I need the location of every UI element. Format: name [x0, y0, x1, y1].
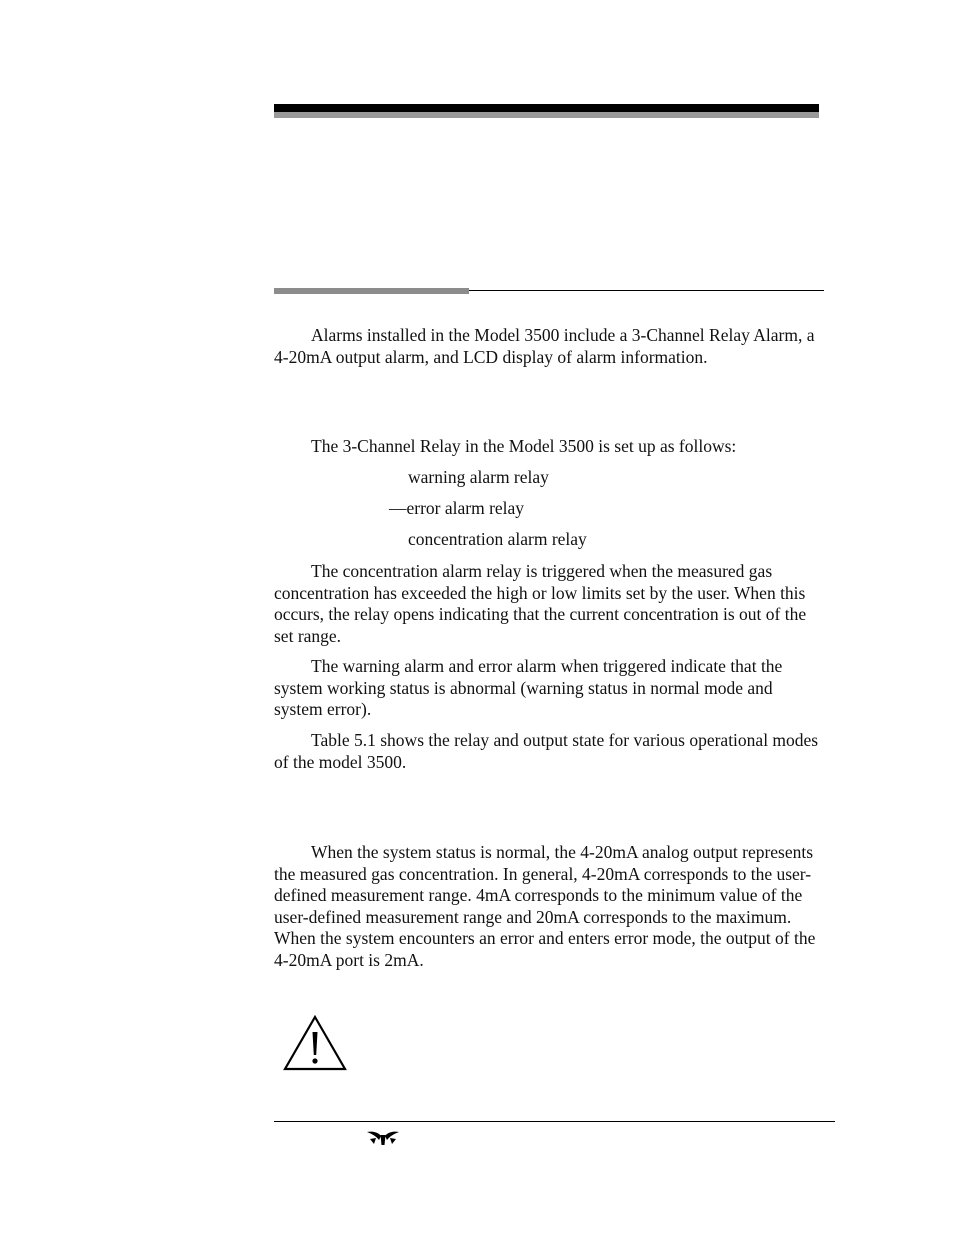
analog-output-paragraph: When the system status is normal, the 4-20mA analog output represents the measured gas concentration. In general, 4-20mA corresponds to the user-defined measurement range. 4mA corresponds to the minimum value of the user-defined measurement range and 20mA corresponds to the maximum. When the system encounters an error and enters error mode, the output of the 4-20mA port is 2mA.	[274, 842, 816, 970]
table-reference-paragraph: Table 5.1 shows the relay and output state for various operational modes of the model 3500.	[274, 730, 819, 772]
chapter-rule-gray	[274, 112, 819, 118]
relay-intro: The 3-Channel Relay in the Model 3500 is set up as follows:	[311, 436, 737, 456]
relay-item-concentration: concentration alarm relay	[408, 529, 587, 549]
section-rule-gray	[274, 288, 469, 294]
intro-paragraph: Alarms installed in the Model 3500 include a 3-Channel Relay Alarm, a 4-20mA output alarm, and LCD display of alarm information.	[274, 325, 815, 367]
chapter-rule-black	[274, 104, 819, 112]
section-rule-thin	[469, 290, 824, 291]
warning-paragraph: The warning alarm and error alarm when triggered indicate that the system working status is abnormal (warning status in normal mode and system error).	[274, 656, 783, 719]
concentration-paragraph: The concentration alarm relay is triggered when the measured gas concentration has exceeded the high or low limits set by the user. When this occurs, the relay opens indicating that the current concentration is out of the set range.	[274, 561, 807, 646]
relay-item-warning: warning alarm relay	[408, 467, 549, 487]
relay-item-error: —error alarm relay	[389, 498, 525, 518]
teledyne-logo-icon	[366, 1130, 400, 1146]
footer-rule	[274, 1121, 835, 1122]
warning-triangle-icon	[283, 1015, 347, 1071]
